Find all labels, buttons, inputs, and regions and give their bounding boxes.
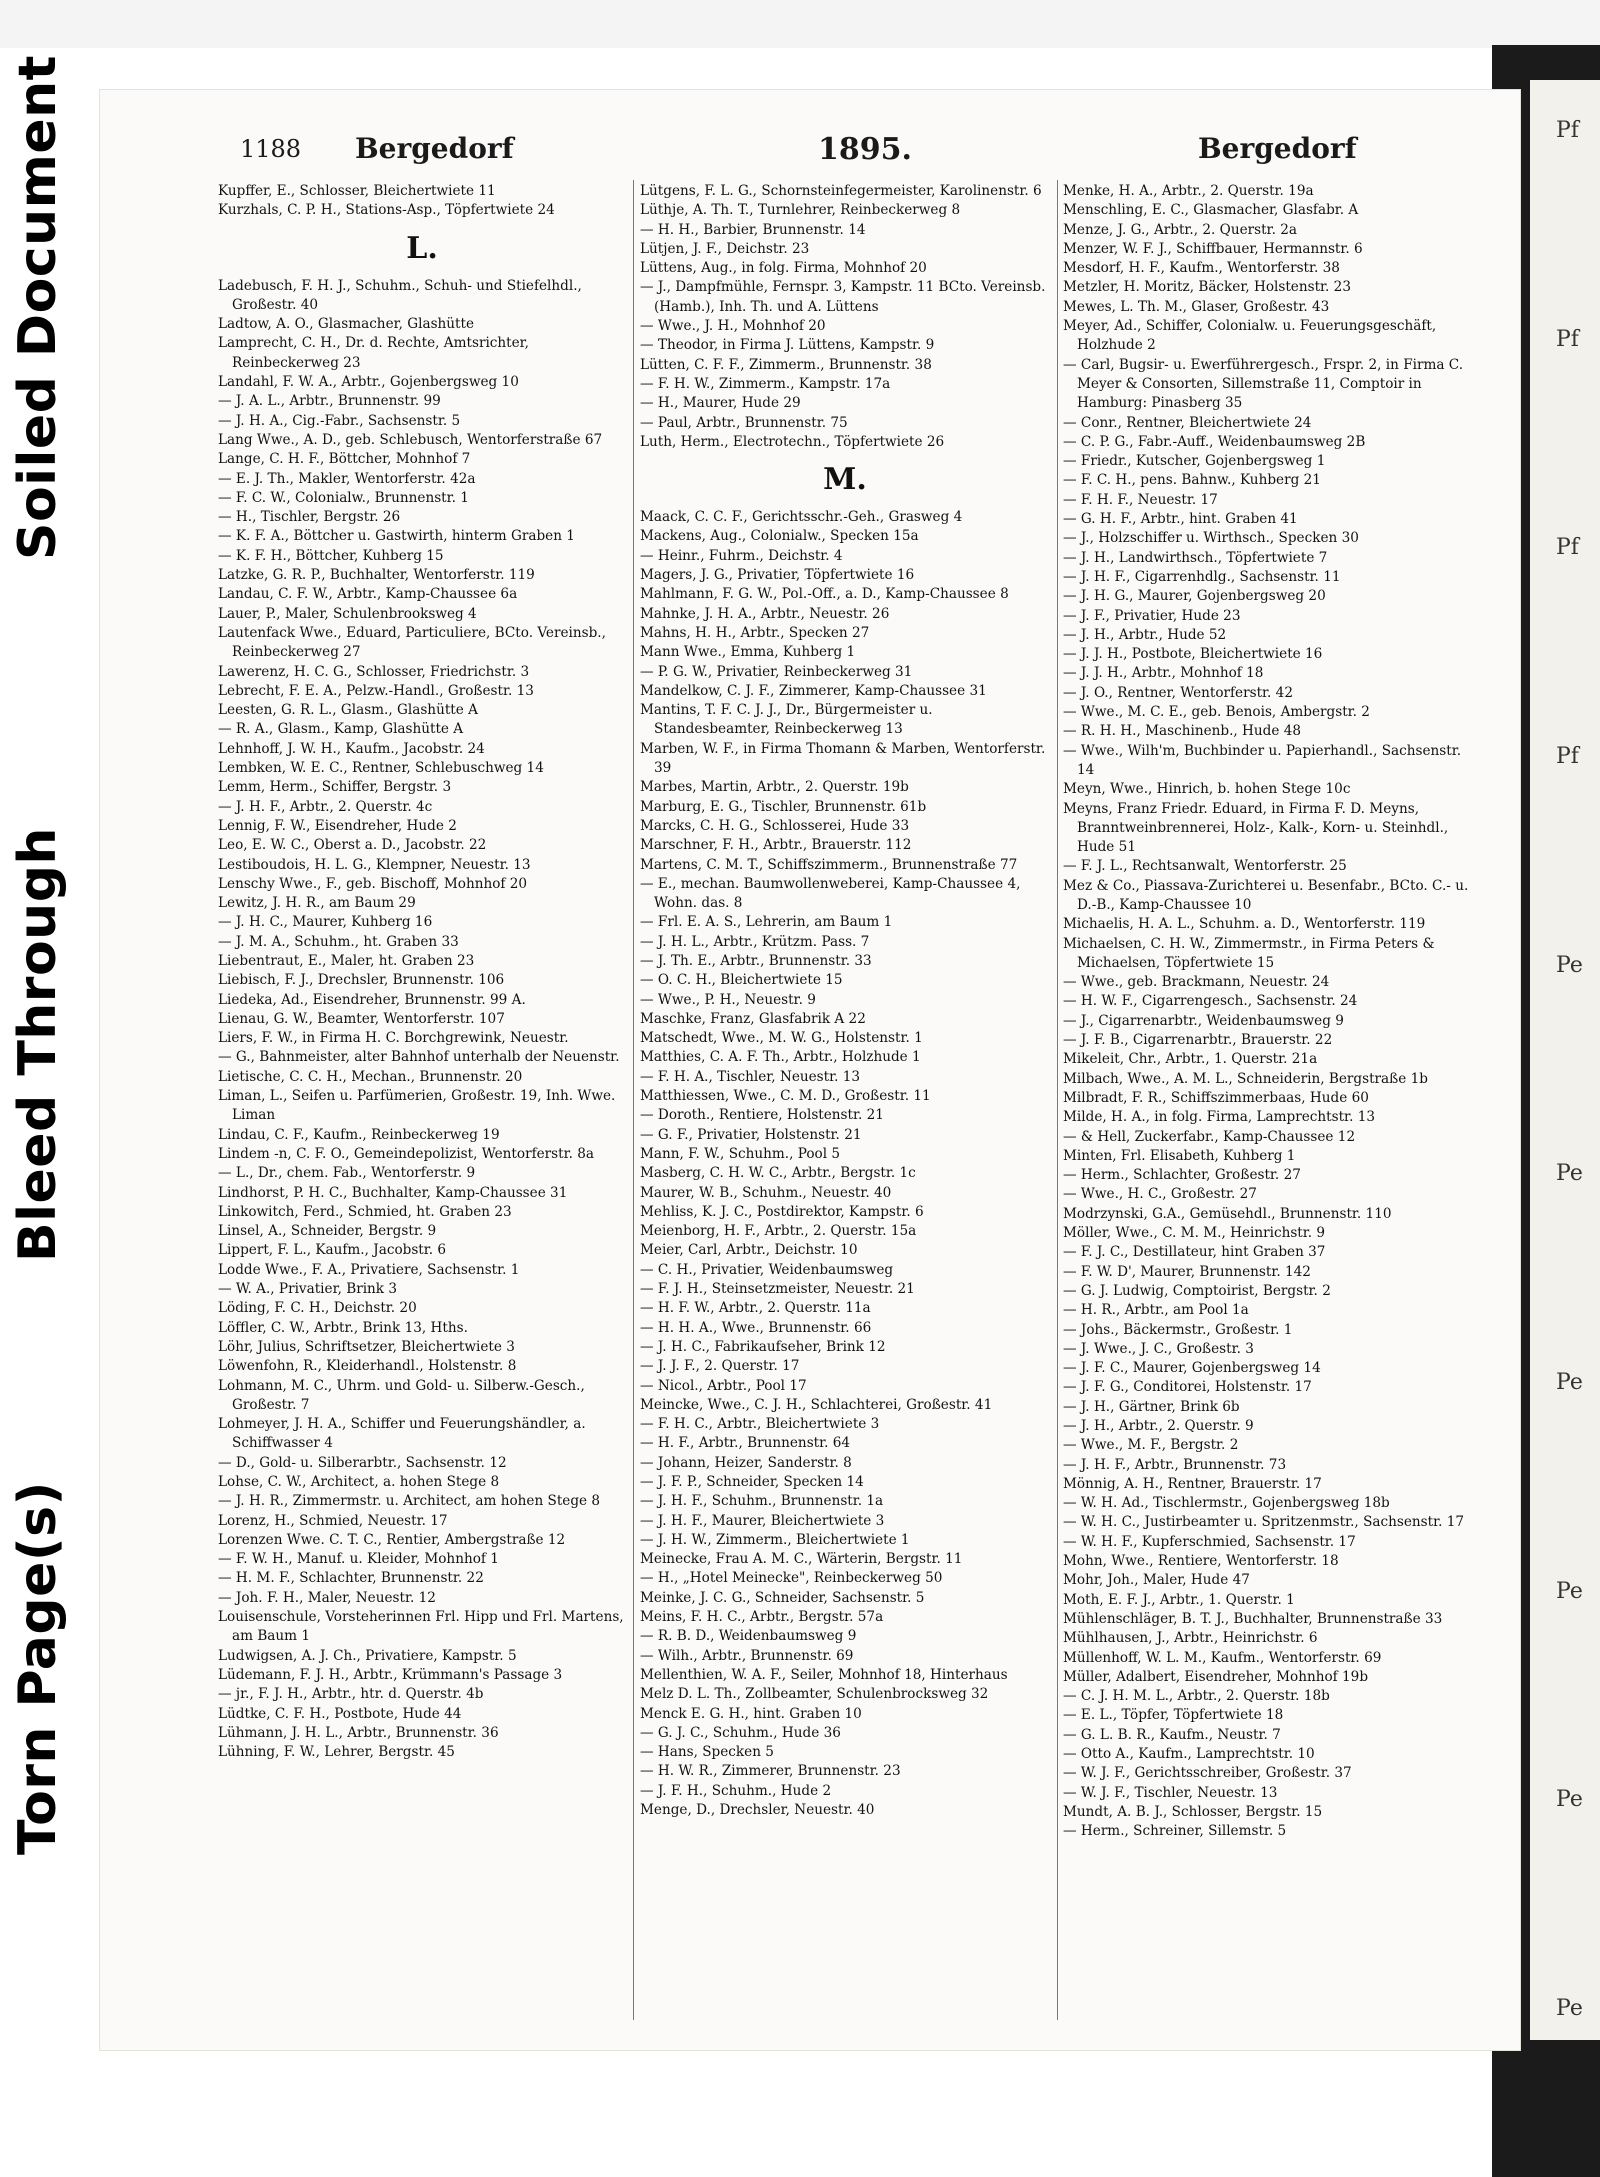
directory-entry: — J. F., Privatier, Hude 23: [1063, 607, 1241, 624]
directory-entry: Mönnig, A. H., Rentner, Brauerstr. 17: [1063, 1475, 1322, 1492]
directory-entry: — J. F. C., Maurer, Gojenbergsweg 14: [1063, 1360, 1321, 1377]
directory-entry: Meincke, Wwe., C. J. H., Schlachterei, Großestr. 41: [640, 1396, 993, 1413]
directory-entry: Metzler, H. Moritz, Bäcker, Holstenstr. 23: [1063, 279, 1351, 296]
section-heading: M.: [823, 462, 867, 498]
adjacent-page-letter: Pe: [1556, 1787, 1583, 1813]
directory-entry: Meyn, Wwe., Hinrich, b. hohen Stege 10c: [1063, 781, 1351, 798]
directory-entry: — J. H. L., Arbtr., Krützm. Pass. 7: [640, 933, 870, 950]
directory-entry: — Otto A., Kaufm., Lamprechtstr. 10: [1063, 1746, 1315, 1763]
directory-entry: Lindem -n, C. F. O., Gemeindepolizist, Wentorferstr. 8a: [218, 1145, 594, 1162]
directory-entry: Liedeka, Ad., Eisendreher, Brunnenstr. 99 A.: [218, 991, 526, 1008]
directory-entry: — E., mechan. Baumwollenweberei, Kamp-Chaussee 4, Wohn. das. 8: [640, 875, 1021, 912]
directory-entry: — J., Dampfmühle, Fernspr. 3, Kampstr. 11 BCto. Vereinsb. (Hamb.), Inh. Th. und A. Lüttens: [640, 279, 1046, 315]
directory-entry: Ludwigsen, A. J. Ch., Privatiere, Kampstr. 5: [218, 1647, 517, 1664]
directory-entry: — Wwe., M. C. E., geb. Benois, Ambergstr. 2: [1063, 704, 1370, 721]
directory-entry: Lütgens, F. L. G., Schornsteinfegermeister, Karolinenstr. 6: [640, 183, 1042, 199]
directory-entry: Lennig, F. W., Eisendreher, Hude 2: [218, 817, 457, 834]
directory-entry: Müllenhoff, W. L. M., Kaufm., Wentorferstr. 69: [1063, 1649, 1382, 1666]
scan-top-edge: [0, 0, 1600, 48]
directory-entry: — P. G. W., Privatier, Reinbeckerweg 31: [640, 663, 913, 680]
directory-entry: Michaelis, H. A. L., Schuhm. a. D., Wentorferstr. 119: [1063, 916, 1426, 933]
directory-entry: — Wwe., M. F., Bergstr. 2: [1063, 1437, 1239, 1454]
directory-entry: — F. J. H., Steinsetzmeister, Neuestr. 21: [640, 1281, 915, 1298]
directory-entry: — J. H. C., Fabrikaufseher, Brink 12: [640, 1338, 886, 1355]
directory-entry: — R. B. D., Weidenbaumsweg 9: [640, 1628, 857, 1645]
directory-entry: — O. C. H., Bleichertwiete 15: [640, 972, 843, 989]
directory-entry: — jr., F. J. H., Arbtr., htr. d. Querstr. 4b: [218, 1686, 484, 1703]
directory-entry: — F. J. L., Rechtsanwalt, Wentorferstr. 25: [1063, 858, 1347, 875]
directory-entry: Mantins, T. F. C. J. J., Dr., Bürgermeister u. Standesbeamter, Reinbeckerweg 13: [640, 702, 933, 738]
directory-entry: — J. H., Gärtner, Brink 6b: [1063, 1398, 1240, 1415]
directory-entry: Moth, E. F. J., Arbtr., 1. Querstr. 1: [1063, 1591, 1295, 1608]
directory-entry: Leesten, G. R. L., Glasm., Glashütte A: [218, 702, 478, 719]
directory-entry: Löding, F. C. H., Deichstr. 20: [218, 1300, 417, 1317]
directory-entry: — H., Maurer, Hude 29: [640, 395, 801, 412]
directory-entry: Meyer, Ad., Schiffer, Colonialw. u. Feuerungsgeschäft, Holzhude 2: [1063, 318, 1437, 354]
adjacent-page-letter: Pf: [1556, 118, 1579, 143]
column-separator-1: [633, 180, 634, 2020]
directory-entry: — E. L., Töpfer, Töpfertwiete 18: [1063, 1707, 1284, 1724]
label-torn-pages: Torn Page(s): [8, 1481, 68, 1855]
directory-entry: Lüdemann, F. J. H., Arbtr., Krümmann's Passage 3: [218, 1666, 563, 1683]
directory-entry: Matthies, C. A. F. Th., Arbtr., Holzhude 1: [640, 1049, 921, 1066]
directory-entry: — J. H. F., Arbtr., 2. Querstr. 4c: [218, 798, 433, 815]
directory-entry: — Joh. F. H., Maler, Neuestr. 12: [218, 1589, 436, 1606]
directory-entry: — Doroth., Rentiere, Holstenstr. 21: [640, 1107, 884, 1124]
directory-entry: Menschling, E. C., Glasmacher, Glasfabr. A: [1063, 202, 1359, 219]
directory-entry: Matthiessen, Wwe., C. M. D., Großestr. 11: [640, 1088, 931, 1105]
label-soiled-document: Soiled Document: [8, 55, 68, 560]
directory-entry: Mez & Co., Piassava-Zurichterei u. Besenfabr., BCto. C.- u. D.-B., Kamp-Chaussee 10: [1063, 877, 1469, 913]
section-heading: L.: [406, 230, 438, 266]
directory-entry: — J. F. G., Conditorei, Holstenstr. 17: [1063, 1379, 1312, 1396]
directory-entry: Lembken, W. E. C., Rentner, Schlebuschweg 14: [218, 760, 544, 777]
directory-entry: — F. H. F., Neuestr. 17: [1063, 491, 1218, 508]
directory-entry: — J., Holzschiffer u. Wirthsch., Specken 30: [1063, 530, 1359, 547]
directory-entry: Lorenzen Wwe. C. T. C., Rentier, Ambergstraße 12: [218, 1531, 566, 1548]
directory-entry: — Hans, Specken 5: [640, 1744, 774, 1761]
directory-entry: — Johs., Bäckermstr., Großestr. 1: [1063, 1321, 1293, 1338]
directory-entry: Meinecke, Frau A. M. C., Wärterin, Bergstr. 11: [640, 1551, 963, 1568]
directory-entry: Mikeleit, Chr., Arbtr., 1. Querstr. 21a: [1063, 1051, 1318, 1068]
directory-column-1: [218, 182, 626, 2102]
directory-entry: Kupffer, E., Schlosser, Bleichertwiete 11: [218, 183, 496, 199]
directory-entry: — C. H., Privatier, Weidenbaumsweg: [640, 1261, 894, 1278]
directory-entry: Löffler, C. W., Arbtr., Brink 13, Hths.: [218, 1319, 468, 1336]
directory-entry: — J. H., Arbtr., 2. Querstr. 9: [1063, 1418, 1254, 1434]
directory-entry: — J. H. G., Maurer, Gojenbergsweg 20: [1063, 588, 1326, 605]
directory-entry: Marcks, C. H. G., Schlosserei, Hude 33: [640, 817, 910, 834]
directory-entry: — D., Gold- u. Silberarbtr., Sachsenstr. 12: [218, 1454, 507, 1471]
directory-entry: Magers, J. G., Privatier, Töpfertwiete 16: [640, 567, 915, 584]
directory-entry: — J. J. F., 2. Querstr. 17: [640, 1358, 800, 1375]
directory-entry: Mandelkow, C. J. F., Zimmerer, Kamp-Chaussee 31: [640, 682, 987, 699]
directory-entry: Lenschy Wwe., F., geb. Bischoff, Mohnhof 20: [218, 875, 528, 892]
directory-entry: Lindhorst, P. H. C., Buchhalter, Kamp-Chaussee 31: [218, 1184, 568, 1201]
directory-entry: — W. H. C., Justirbeamter u. Spritzenmstr., Sachsenstr. 17: [1063, 1514, 1465, 1531]
directory-entry: — G. F., Privatier, Holstenstr. 21: [640, 1126, 862, 1143]
directory-entry: Milbradt, F. R., Schiffszimmerbaas, Hude 60: [1063, 1089, 1369, 1106]
directory-entry: Lawerenz, H. C. G., Schlosser, Friedrichstr. 3: [218, 663, 530, 680]
directory-entry: — Theodor, in Firma J. Lüttens, Kampstr. 9: [640, 337, 935, 354]
directory-entry: — & Hell, Zuckerfabr., Kamp-Chaussee 12: [1063, 1128, 1356, 1145]
directory-entry: Menck E. G. H., hint. Graben 10: [640, 1705, 862, 1722]
directory-entry: — K. F. A., Böttcher u. Gastwirth, hinterm Graben 1: [218, 528, 575, 545]
label-bleed-through: Bleed Through: [8, 827, 68, 1262]
directory-entry: — F. W. D', Maurer, Brunnenstr. 142: [1063, 1263, 1311, 1280]
directory-entry: Mahlmann, F. G. W., Pol.-Off., a. D., Kamp-Chaussee 8: [640, 586, 1009, 603]
directory-entry: Lohmeyer, J. H. A., Schiffer und Feuerungshändler, a. Schiffwasser 4: [218, 1416, 586, 1452]
directory-entry: Lodde Wwe., F. A., Privatiere, Sachsenstr. 1: [218, 1261, 520, 1278]
directory-entry: Lang Wwe., A. D., geb. Schlebusch, Wentorferstraße 67: [218, 431, 603, 448]
directory-entry: — W. J. F., Tischler, Neuestr. 13: [1063, 1784, 1278, 1801]
directory-entry: Mackens, Aug., Colonialw., Specken 15a: [640, 528, 919, 545]
directory-entry: — R. H. H., Maschinenb., Hude 48: [1063, 723, 1302, 740]
directory-entry: — H. M. F., Schlachter, Brunnenstr. 22: [218, 1570, 484, 1587]
directory-entry: Melz D. L. Th., Zollbeamter, Schulenbrocksweg 32: [640, 1686, 989, 1703]
directory-entry: Lietische, C. C. H., Mechan., Brunnenstr. 20: [218, 1068, 523, 1085]
directory-entry: Marschner, F. H., Arbtr., Brauerstr. 112: [640, 837, 912, 854]
directory-entry: Marbes, Martin, Arbtr., 2. Querstr. 19b: [640, 779, 909, 796]
directory-entry: — H. F., Arbtr., Brunnenstr. 64: [640, 1435, 851, 1452]
directory-entry: Lohmann, M. C., Uhrm. und Gold- u. Silberw.-Gesch., Großestr. 7: [218, 1377, 585, 1413]
directory-entry: — Johann, Heizer, Sanderstr. 8: [640, 1454, 852, 1471]
directory-entry: Mohn, Wwe., Rentiere, Wentorferstr. 18: [1063, 1553, 1339, 1570]
adjacent-page-text: [1556, 120, 1596, 2020]
directory-entry: Menze, J. G., Arbtr., 2. Querstr. 2a: [1063, 221, 1297, 238]
directory-entry: Lütten, C. F. F., Zimmerm., Brunnenstr. 38: [640, 356, 932, 373]
directory-entry: — R. A., Glasm., Kamp, Glashütte A: [218, 721, 464, 738]
directory-entry: — J. O., Rentner, Wentorferstr. 42: [1063, 684, 1293, 701]
adjacent-page-letter: Pe: [1556, 1161, 1583, 1187]
directory-entry: Meyns, Franz Friedr. Eduard, in Firma F. D. Meyns, Branntweinbrennerei, Holz-, Kalk-, Korn- u. Steinhdl., Hude 51: [1063, 800, 1449, 856]
adjacent-page-letter: Pe: [1556, 952, 1583, 978]
directory-entry: — J. F. P., Schneider, Specken 14: [640, 1474, 864, 1490]
directory-entry: Meier, Carl, Arbtr., Deichstr. 10: [640, 1242, 858, 1259]
directory-entry: — Conr., Rentner, Bleichertwiete 24: [1063, 414, 1312, 431]
directory-entry: — F. C. W., Colonialw., Brunnenstr. 1: [218, 489, 469, 506]
directory-entry: — F. W. H., Manuf. u. Kleider, Mohnhof 1: [218, 1551, 499, 1568]
directory-entry: — L., Dr., chem. Fab., Wentorferstr. 9: [218, 1165, 476, 1182]
page-number: 1188: [240, 135, 302, 163]
directory-entry: — Wwe., Wilh'm, Buchbinder u. Papierhandl., Sachsenstr. 14: [1063, 742, 1462, 778]
adjacent-page-letter: Pf: [1556, 535, 1579, 561]
adjacent-page-letter: Pe: [1556, 1995, 1583, 2021]
directory-entry: Lestiboudois, H. L. G., Klempner, Neuestr. 13: [218, 856, 531, 873]
directory-entry: Lange, C. H. F., Böttcher, Mohnhof 7: [218, 451, 471, 468]
directory-entry: — J. Th. E., Arbtr., Brunnenstr. 33: [640, 952, 872, 969]
directory-entry: Liman, L., Seifen u. Parfümerien, Großestr. 19, Inh. Wwe. Liman: [218, 1088, 616, 1124]
column-separator-2: [1057, 180, 1058, 2020]
directory-entry: — Herm., Schlachter, Großestr. 27: [1063, 1167, 1301, 1184]
directory-entry: — F. H. C., Arbtr., Bleichertwiete 3: [640, 1416, 880, 1433]
directory-entry: — J. H., Landwirthsch., Töpfertwiete 7: [1063, 549, 1328, 566]
directory-entry: — F. H. A., Tischler, Neuestr. 13: [640, 1068, 861, 1085]
directory-entry: — J. A. L., Arbtr., Brunnenstr. 99: [218, 393, 441, 410]
directory-entry: Landau, C. F. W., Arbtr., Kamp-Chaussee 6a: [218, 586, 518, 603]
directory-column-3: [1063, 182, 1478, 2102]
directory-entry: — J., Cigarrenarbtr., Weidenbaumsweg 9: [1063, 1012, 1344, 1029]
adjacent-page-letter: Pe: [1556, 1578, 1583, 1604]
header-right-title: Bergedorf: [1198, 132, 1357, 165]
directory-entry: Lüdtke, C. F. H., Postbote, Hude 44: [218, 1705, 462, 1722]
directory-entry: — H. F. W., Arbtr., 2. Querstr. 11a: [640, 1300, 871, 1317]
directory-entry: — J. H. F., Arbtr., Brunnenstr. 73: [1063, 1456, 1287, 1473]
directory-entry: — H., Tischler, Bergstr. 26: [218, 509, 401, 526]
directory-entry: — K. F. H., Böttcher, Kuhberg 15: [218, 547, 444, 564]
directory-entry: Lüttens, Aug., in folg. Firma, Mohnhof 20: [640, 260, 927, 277]
directory-entry: — H. R., Arbtr., am Pool 1a: [1063, 1302, 1249, 1319]
directory-entry: Lindau, C. F., Kaufm., Reinbeckerweg 19: [218, 1126, 500, 1143]
directory-entry: — C. J. H. M. L., Arbtr., 2. Querstr. 18b: [1063, 1688, 1330, 1705]
directory-entry: Möller, Wwe., C. M. M., Heinrichstr. 9: [1063, 1225, 1326, 1242]
directory-entry: — W. J. F., Gerichtsschreiber, Großestr. 37: [1063, 1765, 1352, 1782]
directory-entry: Lemm, Herm., Schiffer, Bergstr. 3: [218, 779, 452, 796]
directory-entry: Martens, C. M. T., Schiffszimmerm., Brunnenstraße 77: [640, 856, 1018, 873]
directory-entry: — J. H. W., Zimmerm., Bleichertwiete 1: [640, 1531, 910, 1548]
directory-entry: — Nicol., Arbtr., Pool 17: [640, 1377, 807, 1394]
directory-entry: Mesdorf, H. F., Kaufm., Wentorferstr. 38: [1063, 260, 1340, 277]
directory-entry: Mehliss, K. J. C., Postdirektor, Kampstr. 6: [640, 1203, 924, 1220]
directory-entry: Milde, H. A., in folg. Firma, Lamprechtstr. 13: [1063, 1109, 1376, 1126]
directory-entry: — Wwe., geb. Brackmann, Neuestr. 24: [1063, 974, 1330, 991]
directory-entry: — Wwe., H. C., Großestr. 27: [1063, 1186, 1257, 1203]
directory-entry: Maack, C. C. F., Gerichtsschr.-Geh., Grasweg 4: [640, 509, 963, 526]
adjacent-page-letter: Pe: [1556, 1369, 1583, 1395]
directory-entry: — H. H., Barbier, Brunnenstr. 14: [640, 221, 866, 238]
directory-entry: Mühlenschläger, B. T. J., Buchhalter, Brunnenstraße 33: [1063, 1610, 1443, 1627]
directory-entry: Müller, Adalbert, Eisendreher, Mohnhof 19b: [1063, 1668, 1369, 1685]
directory-entry: Lautenfack Wwe., Eduard, Particuliere, BCto. Vereinsb., Reinbeckerweg 27: [218, 624, 606, 661]
directory-entry: Lorenz, H., Schmied, Neuestr. 17: [218, 1512, 448, 1529]
directory-entry: Liers, F. W., in Firma H. C. Borchgrewink, Neuestr.: [218, 1030, 569, 1047]
directory-entry: — H. W. F., Cigarrengesch., Sachsenstr. 24: [1063, 993, 1358, 1010]
directory-entry: Linkowitch, Ferd., Schmied, ht. Graben 23: [218, 1203, 512, 1220]
directory-entry: — Carl, Bugsir- u. Ewerführergesch., Frspr. 2, in Firma C. Meyer & Consorten, Sillemstraße 11, Comptoir in Hamburg: Pinasberg 35: [1063, 356, 1464, 412]
directory-entry: Lühning, F. W., Lehrer, Bergstr. 45: [218, 1744, 455, 1761]
directory-entry: Marburg, E. G., Tischler, Brunnenstr. 61b: [640, 798, 927, 815]
directory-entry: Michaelsen, C. H. W., Zimmermstr., in Firma Peters & Michaelsen, Töpfertwiete 15: [1063, 935, 1435, 971]
directory-entry: Lehnhoff, J. W. H., Kaufm., Jacobstr. 24: [218, 740, 485, 757]
directory-entry: — J. H. R., Zimmermstr. u. Architect, am hohen Stege 8: [218, 1493, 601, 1510]
adjacent-page-letter: Pf: [1556, 743, 1579, 769]
directory-entry: Lebrecht, F. E. A., Pelzw.-Handl., Großestr. 13: [218, 682, 534, 699]
directory-entry: Löhr, Julius, Schriftsetzer, Bleichertwiete 3: [218, 1338, 515, 1355]
directory-entry: Liebentraut, E., Maler, ht. Graben 23: [218, 952, 475, 969]
directory-entry: Lauer, P., Maler, Schulenbrooksweg 4: [218, 605, 477, 622]
adjacent-page-letter: Pf: [1556, 326, 1579, 352]
directory-entry: Luth, Herm., Electrotechn., Töpfertwiete 26: [640, 433, 945, 450]
directory-entry: Lüthje, A. Th. T., Turnlehrer, Reinbeckerweg 8: [640, 202, 961, 219]
directory-entry: — F. C. H., pens. Bahnw., Kuhberg 21: [1063, 472, 1321, 489]
directory-entry: Linsel, A., Schneider, Bergstr. 9: [218, 1223, 437, 1240]
directory-entry: — G. J. C., Schuhm., Hude 36: [640, 1724, 841, 1741]
directory-entry: — J. H. F., Maurer, Bleichertwiete 3: [640, 1512, 885, 1529]
directory-entry: Lohse, C. W., Architect, a. hohen Stege 8: [218, 1474, 500, 1490]
directory-entry: Menge, D., Drechsler, Neuestr. 40: [640, 1802, 875, 1819]
directory-entry: — Herm., Schreiner, Sillemstr. 5: [1063, 1823, 1287, 1840]
directory-entry: — G., Bahnmeister, alter Bahnhof unterhalb der Neuenstr.: [218, 1049, 620, 1066]
directory-entry: — G. J. Ludwig, Comptoirist, Bergstr. 2: [1063, 1282, 1331, 1299]
directory-entry: — J. J. H., Arbtr., Mohnhof 18: [1063, 665, 1264, 682]
directory-entry: Kurzhals, C. P. H., Stations-Asp., Töpfertwiete 24: [218, 202, 555, 219]
directory-entry: Lamprecht, C. H., Dr. d. Rechte, Amtsrichter, Reinbeckerweg 23: [218, 335, 529, 371]
directory-entry: Milbach, Wwe., A. M. L., Schneiderin, Bergstraße 1b: [1063, 1070, 1428, 1087]
directory-entry: Liebisch, F. J., Drechsler, Brunnenstr. 106: [218, 972, 505, 989]
directory-entry: — J. M. A., Schuhm., ht. Graben 33: [218, 933, 459, 950]
directory-entry: — W. A., Privatier, Brink 3: [218, 1281, 398, 1298]
directory-entry: Lippert, F. L., Kaufm., Jacobstr. 6: [218, 1242, 447, 1259]
directory-entry: Leo, E. W. C., Oberst a. D., Jacobstr. 22: [218, 837, 487, 854]
directory-entry: Landahl, F. W. A., Arbtr., Gojenbergsweg 10: [218, 374, 519, 391]
directory-entry: Mohr, Joh., Maler, Hude 47: [1063, 1572, 1250, 1589]
directory-entry: — F. H. W., Zimmerm., Kampstr. 17a: [640, 375, 891, 392]
directory-entry: — H. H. A., Wwe., Brunnenstr. 66: [640, 1319, 872, 1336]
directory-entry: — Wilh., Arbtr., Brunnenstr. 69: [640, 1647, 854, 1664]
directory-entry: Maschke, Franz, Glasfabrik A 22: [640, 1010, 866, 1027]
directory-entry: — J. F. H., Schuhm., Hude 2: [640, 1782, 832, 1799]
condition-labels: [0, 0, 95, 2177]
directory-entry: — J. J. H., Postbote, Bleichertwiete 16: [1063, 646, 1323, 663]
directory-entry: — C. P. G., Fabr.-Auff., Weidenbaumsweg 2B: [1063, 433, 1366, 450]
directory-entry: Maurer, W. B., Schuhm., Neuestr. 40: [640, 1184, 892, 1201]
directory-entry: Meins, F. H. C., Arbtr., Bergstr. 57a: [640, 1609, 884, 1626]
directory-entry: Lewitz, J. H. R., am Baum 29: [218, 895, 416, 912]
directory-entry: — G. H. F., Arbtr., hint. Graben 41: [1063, 511, 1298, 528]
directory-entry: — Frl. E. A. S., Lehrerin, am Baum 1: [640, 914, 893, 931]
directory-entry: Lühmann, J. H. L., Arbtr., Brunnenstr. 36: [218, 1724, 499, 1741]
directory-entry: — Heinr., Fuhrm., Deichstr. 4: [640, 547, 843, 564]
directory-entry: Masberg, C. H. W. C., Arbtr., Bergstr. 1c: [640, 1165, 916, 1182]
directory-entry: Mundt, A. B. J., Schlosser, Bergstr. 15: [1063, 1803, 1323, 1820]
directory-entry: Minten, Frl. Elisabeth, Kuhberg 1: [1063, 1147, 1296, 1164]
directory-entry: — G. L. B. R., Kaufm., Neustr. 7: [1063, 1726, 1281, 1743]
directory-entry: Mühlhausen, J., Arbtr., Heinrichstr. 6: [1063, 1630, 1318, 1647]
directory-entry: — Wwe., P. H., Neuestr. 9: [640, 991, 816, 1008]
directory-entry: — Wwe., J. H., Mohnhof 20: [640, 318, 826, 335]
directory-entry: — Paul, Arbtr., Brunnenstr. 75: [640, 414, 848, 431]
directory-entry: — J. F. B., Cigarrenarbtr., Brauerstr. 22: [1063, 1032, 1333, 1049]
directory-entry: Ladtow, A. O., Glasmacher, Glashütte: [218, 316, 475, 333]
directory-entry: — J. H., Arbtr., Hude 52: [1063, 626, 1227, 643]
directory-entry: — E. J. Th., Makler, Wentorferstr. 42a: [218, 470, 476, 487]
directory-column-2: [640, 182, 1050, 2102]
directory-entry: Marben, W. F., in Firma Thomann & Marben, Wentorferstr. 39: [640, 740, 1046, 777]
header-left-title: Bergedorf: [355, 132, 514, 165]
directory-entry: Menke, H. A., Arbtr., 2. Querstr. 19a: [1063, 183, 1314, 199]
directory-entry: — J. Wwe., J. C., Großestr. 3: [1063, 1340, 1254, 1357]
directory-entry: — J. H. F., Schuhm., Brunnenstr. 1a: [640, 1493, 884, 1510]
directory-entry: — W. H. F., Kupferschmied, Sachsenstr. 17: [1063, 1533, 1356, 1550]
directory-entry: Ladebusch, F. H. J., Schuhm., Schuh- und Stiefelhdl., Großestr. 40: [218, 277, 582, 313]
directory-entry: — H., „Hotel Meinecke", Reinbeckerweg 50: [640, 1570, 943, 1587]
directory-entry: — H. W. R., Zimmerer, Brunnenstr. 23: [640, 1763, 901, 1780]
directory-entry: Menzer, W. F. J., Schiffbauer, Hermannstr. 6: [1063, 240, 1363, 257]
directory-entry: Mahnke, J. H. A., Arbtr., Neuestr. 26: [640, 605, 890, 622]
directory-entry: Meienborg, H. F., Arbtr., 2. Querstr. 15a: [640, 1223, 917, 1240]
directory-entry: Mahns, H. H., Arbtr., Specken 27: [640, 624, 870, 641]
directory-entry: — J. H. C., Maurer, Kuhberg 16: [218, 914, 433, 931]
directory-entry: Löwenfohn, R., Kleiderhandl., Holstenstr. 8: [218, 1358, 517, 1375]
directory-entry: Lütjen, J. F., Deichstr. 23: [640, 240, 810, 257]
directory-entry: — J. H. A., Cig.-Fabr., Sachsenstr. 5: [218, 412, 461, 429]
directory-entry: Mellenthien, W. A. F., Seiler, Mohnhof 18, Hinterhaus: [640, 1666, 1008, 1683]
directory-entry: Modrzynski, G.A., Gemüsehdl., Brunnenstr. 110: [1063, 1205, 1392, 1222]
directory-entry: Meinke, J. C. G., Schneider, Sachsenstr. 5: [640, 1589, 925, 1606]
directory-entry: Matschedt, Wwe., M. W. G., Holstenstr. 1: [640, 1030, 923, 1047]
directory-entry: Latzke, G. R. P., Buchhalter, Wentorferstr. 119: [218, 567, 535, 584]
directory-entry: Mewes, L. Th. M., Glaser, Großestr. 43: [1063, 298, 1330, 315]
directory-entry: — J. H. F., Cigarrenhdlg., Sachsenstr. 11: [1063, 568, 1341, 585]
directory-entry: Mann, F. W., Schuhm., Pool 5: [640, 1145, 841, 1162]
directory-entry: Mann Wwe., Emma, Kuhberg 1: [640, 644, 856, 661]
directory-entry: — W. H. Ad., Tischlermstr., Gojenbergsweg 18b: [1063, 1495, 1390, 1512]
directory-entry: — F. J. C., Destillateur, hint Graben 37: [1063, 1244, 1326, 1261]
directory-entry: Lienau, G. W., Beamter, Wentorferstr. 107: [218, 1010, 505, 1027]
directory-entry: Louisenschule, Vorsteherinnen Frl. Hipp und Frl. Martens, am Baum 1: [218, 1609, 624, 1645]
directory-entry: — Friedr., Kutscher, Gojenbergsweg 1: [1063, 453, 1326, 470]
header-year: 1895.: [818, 132, 912, 167]
